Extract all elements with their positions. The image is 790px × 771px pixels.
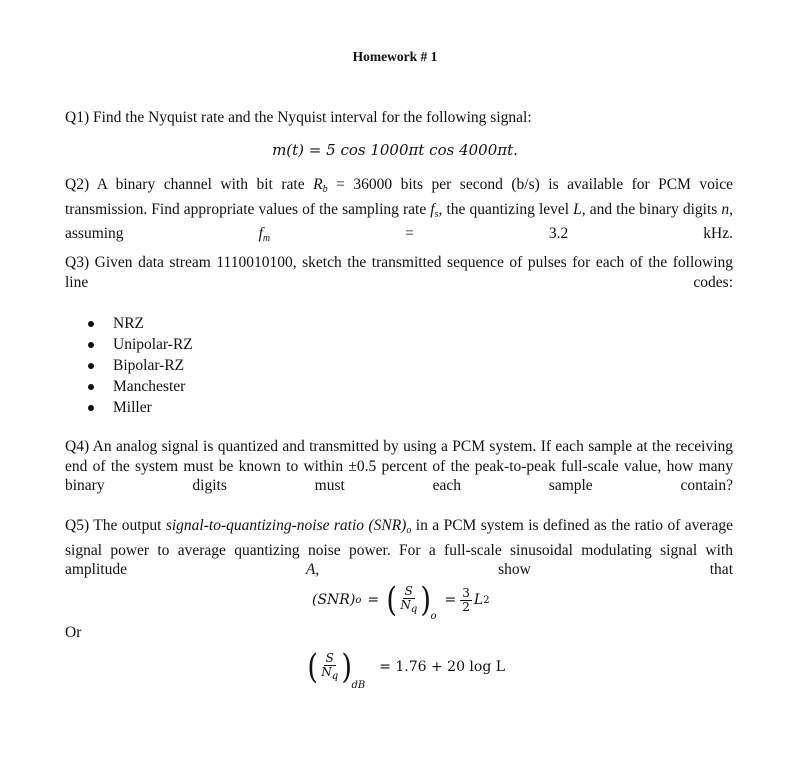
snr-lhs-sub: o <box>355 594 362 606</box>
q2-part2: = 36000 bits per second (b/s) is available for PCM voice transmission. Find appropriate values of the sampling rate <box>65 176 733 218</box>
q5-italic-term: signal-to-quantizing-noise ratio (SNR) <box>165 517 407 534</box>
fraction-numerator: S <box>404 583 413 598</box>
q2-rb: R <box>313 176 323 193</box>
db-subscript: dB <box>351 680 366 691</box>
q2-fm-sub: m <box>262 233 271 244</box>
q2-fs: f <box>430 200 435 218</box>
line-code-label: Manchester <box>113 378 186 395</box>
rhs-variable: L <box>473 592 484 608</box>
fraction-denominator: N <box>400 597 411 612</box>
coef-denominator: 2 <box>462 599 470 614</box>
line-code-label: Bipolar-RZ <box>113 357 185 374</box>
q5-part3: , show that <box>315 561 733 578</box>
line-code-label: Unipolar-RZ <box>113 336 193 353</box>
fraction-denominator-sub: q <box>410 603 418 615</box>
coef-numerator: 3 <box>462 585 470 600</box>
list-item <box>88 376 193 397</box>
bullet-icon <box>88 321 94 327</box>
db-rhs: = 1.76 + 20 log L <box>379 659 506 675</box>
q5-A: A <box>305 561 316 578</box>
left-paren: ( <box>307 647 318 687</box>
q2-part1: Q2) A binary channel with bit rate <box>65 176 314 193</box>
q5-part2: in a PCM system is defined as the ratio of average signal power to average quantizing noise power. For a full-scale sinusoidal modulating signal with amplitude <box>65 517 733 578</box>
q2-fm: f <box>258 225 263 242</box>
line-codes-list <box>88 313 193 418</box>
question-1-equation <box>0 141 790 159</box>
list-item <box>88 355 193 376</box>
equals-sign-2: = <box>444 592 457 608</box>
question-3-text: Q3) Given data stream 1110010100, sketch the transmitted sequence of pulses for each of the following line codes: <box>65 254 733 291</box>
right-paren: ) <box>420 580 432 620</box>
q2-part3: , the quantizing level <box>438 200 574 218</box>
snr-equation <box>312 578 490 622</box>
fraction-denominator: N <box>321 664 332 679</box>
right-paren: ) <box>341 647 353 687</box>
page-title: Homework # 1 <box>352 49 438 64</box>
q2-part6: = 3.2 kHz. <box>270 225 733 242</box>
q2-n: n <box>721 200 730 218</box>
q2-rb-sub: b <box>322 184 328 195</box>
fraction-denominator-sub: q <box>331 670 339 682</box>
list-item <box>88 313 193 334</box>
bullet-icon <box>88 342 94 348</box>
or-label: Or <box>65 624 82 641</box>
bullet-icon <box>88 405 94 411</box>
bullet-icon <box>88 384 94 390</box>
q2-fs-sub: s <box>434 208 439 220</box>
coefficient-fraction <box>460 587 472 614</box>
list-item <box>88 397 193 418</box>
snr-db-equation <box>306 645 505 689</box>
q2-part4: , and the binary digits <box>581 200 722 218</box>
bullet-icon <box>88 363 94 369</box>
equals-sign: = <box>367 592 380 608</box>
q1-equation-text: m(t) = 5 cos 1000πt cos 4000πt. <box>272 141 518 159</box>
left-paren: ( <box>386 580 398 620</box>
snr-lhs: (SNR) <box>312 592 356 608</box>
line-code-label: NRZ <box>113 315 144 332</box>
fraction-numerator: S <box>325 650 334 665</box>
line-code-label: Miller <box>113 399 152 416</box>
q5-italic-sub: o <box>406 525 412 536</box>
signal-noise-fraction <box>319 652 340 683</box>
question-1-text: Q1) Find the Nyquist rate and the Nyquist interval for the following signal: <box>65 109 532 126</box>
list-item <box>88 334 193 355</box>
rhs-exponent: 2 <box>483 594 490 606</box>
paren-subscript: o <box>430 611 437 622</box>
signal-noise-fraction <box>398 585 419 616</box>
q2-L: L <box>573 200 582 218</box>
q5-part1: Q5) The output <box>65 517 166 534</box>
q2-part5: , assuming <box>65 200 733 242</box>
question-4-text: Q4) An analog signal is quantized and transmitted by using a PCM system. If each sample at the receiving end of the system must be known to within ±0.5 percent of the peak-to-peak full-scale value, how many binary digits must each sample contain? <box>65 438 733 494</box>
